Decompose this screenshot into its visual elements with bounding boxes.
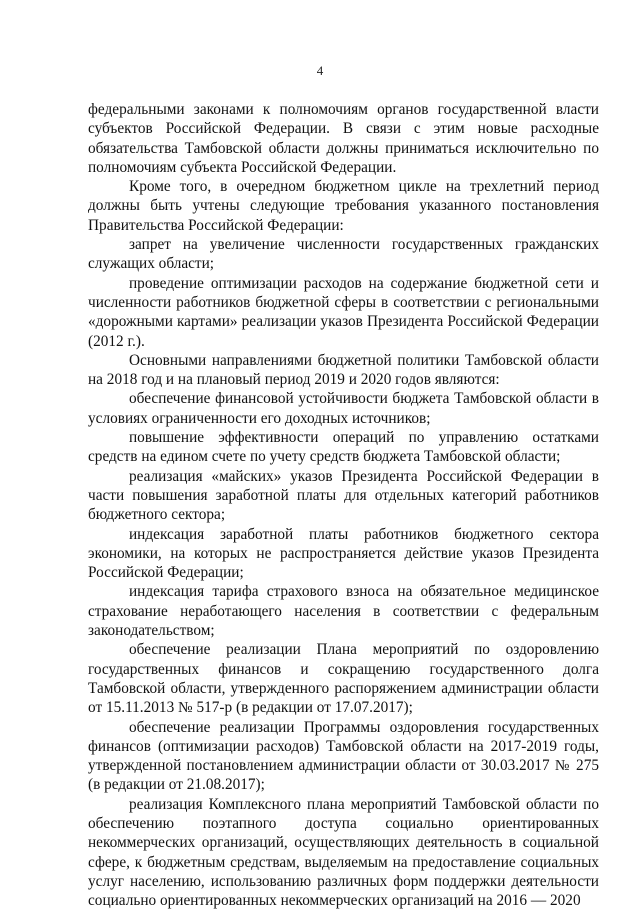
list-item: индексация заработной платы работников бюджетного сектора экономики, на которых не распространяется действие указов Президента Российской Федерации; (88, 525, 599, 582)
body-text (88, 100, 599, 910)
list-item: повышение эффективности операций по управлению остатками средств на едином счете по учету средств бюджета Тамбовской области; (88, 429, 599, 466)
list-item: обеспечение финансовой устойчивости бюджета Тамбовской области в условиях ограниченности его доходных источников; (88, 390, 599, 427)
paragraph: Основными направлениями бюджетной политики Тамбовской области на 2018 год и на плановый период 2019 и 2020 годов являются: (88, 351, 599, 389)
list-item: реализация «майских» указов Президента Российской Федерации в части повышения заработной платы для отдельных категорий работников бюджетного сектора; (88, 467, 599, 524)
list-item: обеспечение реализации Программы оздоровления государственных финансов (оптимизации расходов) Тамбовской области на 2017-2019 годы, утвержденной постановлением администрации области от 30.03.2017 № 275 (в редакции от 21.08.2017); (88, 718, 599, 794)
list-item: обеспечение реализации Плана мероприятий по оздоровлению государственных финансов и сокращению государственного долга Тамбовской области, утвержденного распоряжением администрации области от 15.11.2013 № 517-р (в редакции от 17.07.2017); (88, 641, 599, 717)
paragraph: Кроме того, в очередном бюджетном цикле на трехлетний период должны быть учтены следующие требования указанного постановления Правительства Российской Федерации: (88, 178, 599, 234)
list-item: запрет на увеличение численности государственных гражданских служащих области; (88, 236, 599, 273)
list-item: реализация Комплексного плана мероприятий Тамбовской области по обеспечению поэтапного доступа социально ориентированных некоммерческих организаций, осуществляющих деятельность в социальной сфере, к бюджетным средствам, выделяемым на предоставление социальных услуг населению, использованию различных форм поддержки деятельности социально ориентированных некоммерческих организаций на 2016 — 2020 (88, 795, 599, 910)
paragraph-continuation: федеральными законами к полномочиям органов государственной власти субъектов Российской Федерации. В связи с этим новые расходные обязательства Тамбовской области должны приниматься исключительно по полномочиям субъекта Российской Федерации. (88, 101, 599, 176)
page-number: 4 (316, 63, 324, 78)
list-item: проведение оптимизации расходов на содержание бюджетной сети и численности работников бюджетной сферы в соответствии с региональными «дорожными картами» реализации указов Президента Российской Федерации (2012 г.). (88, 274, 599, 350)
list-item: индексация тарифа страхового взноса на обязательное медицинское страхование неработающего населения в соответствии с федеральным законодательством; (88, 583, 599, 640)
